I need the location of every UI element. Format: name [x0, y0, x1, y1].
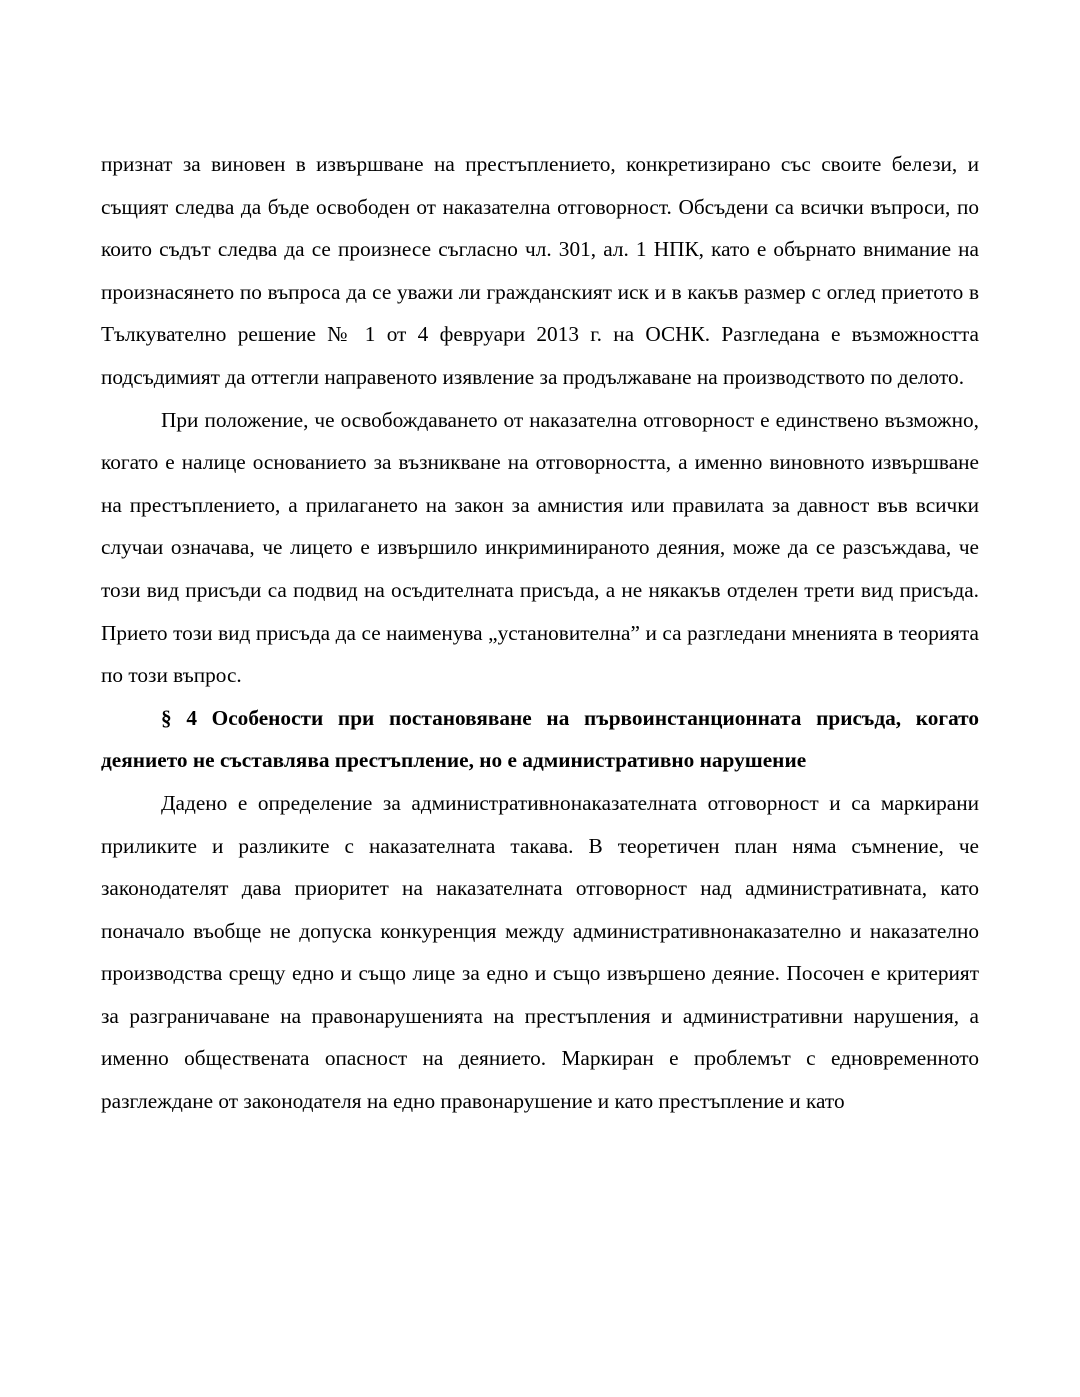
- document-page: [101, 143, 979, 1123]
- paragraph-administrative-liability: Дадено е определение за административнонаказателната отговорност и са маркирани приликите и разликите с наказателната такава. В теоретичен план няма съмнение, че законодателят дава приоритет на наказателната отговорност над административната, като поначало въобще не допуска конкуренция между административнонаказателно и наказателно производства срещу едно и също лице за едно и също извършено деяние. Посочен е критерият за разграничаване на правонарушенията на престъпления и административни нарушения, а именно обществената опасност на деянието. Маркиран е проблемът с едновременното разглеждане от законодателя на едно правонарушение и като престъпление и като: [101, 790, 979, 1114]
- section-heading-4: § 4 Особености при постановяване на първоинстанционната присъда, когато деянието не съставлява престъпление, но е административно нарушение: [101, 705, 979, 773]
- paragraph-criminal-liability-release: признат за виновен в извършване на престъплението, конкретизирано със своите белези, и същият следва да бъде освободен от наказателна отговорност. Обсъдени са всички въпроси, по които съдът следва да се произнесе съгласно чл. 301, ал. 1 НПК, като е обърнато внимание на произнасянето по въпроса да се уважи ли гражданският иск и в какъв размер с оглед приетото в Тълкувателно решение № 1 от 4 февруари 2013 г. на ОСНК. Разгледана е възможността подсъдимият да оттегли направеното изявление за продължаване на производството по делото.: [101, 152, 979, 389]
- paragraph-establishing-verdict: При положение, че освобождаването от наказателна отговорност е единствено възможно, когато е налице основанието за възникване на отговорността, а именно виновното извършване на престъплението, а прилагането на закон за амнистия или правилата за давност във всички случаи означава, че лицето е извършило инкриминираното деяния, може да се разсъждава, че този вид присъди са подвид на осъдителната присъда, а не някакъв отделен трети вид присъда. Прието този вид присъда да се наименува „установителна” и са разгледани мненията в теорията по този въпрос.: [101, 407, 979, 688]
